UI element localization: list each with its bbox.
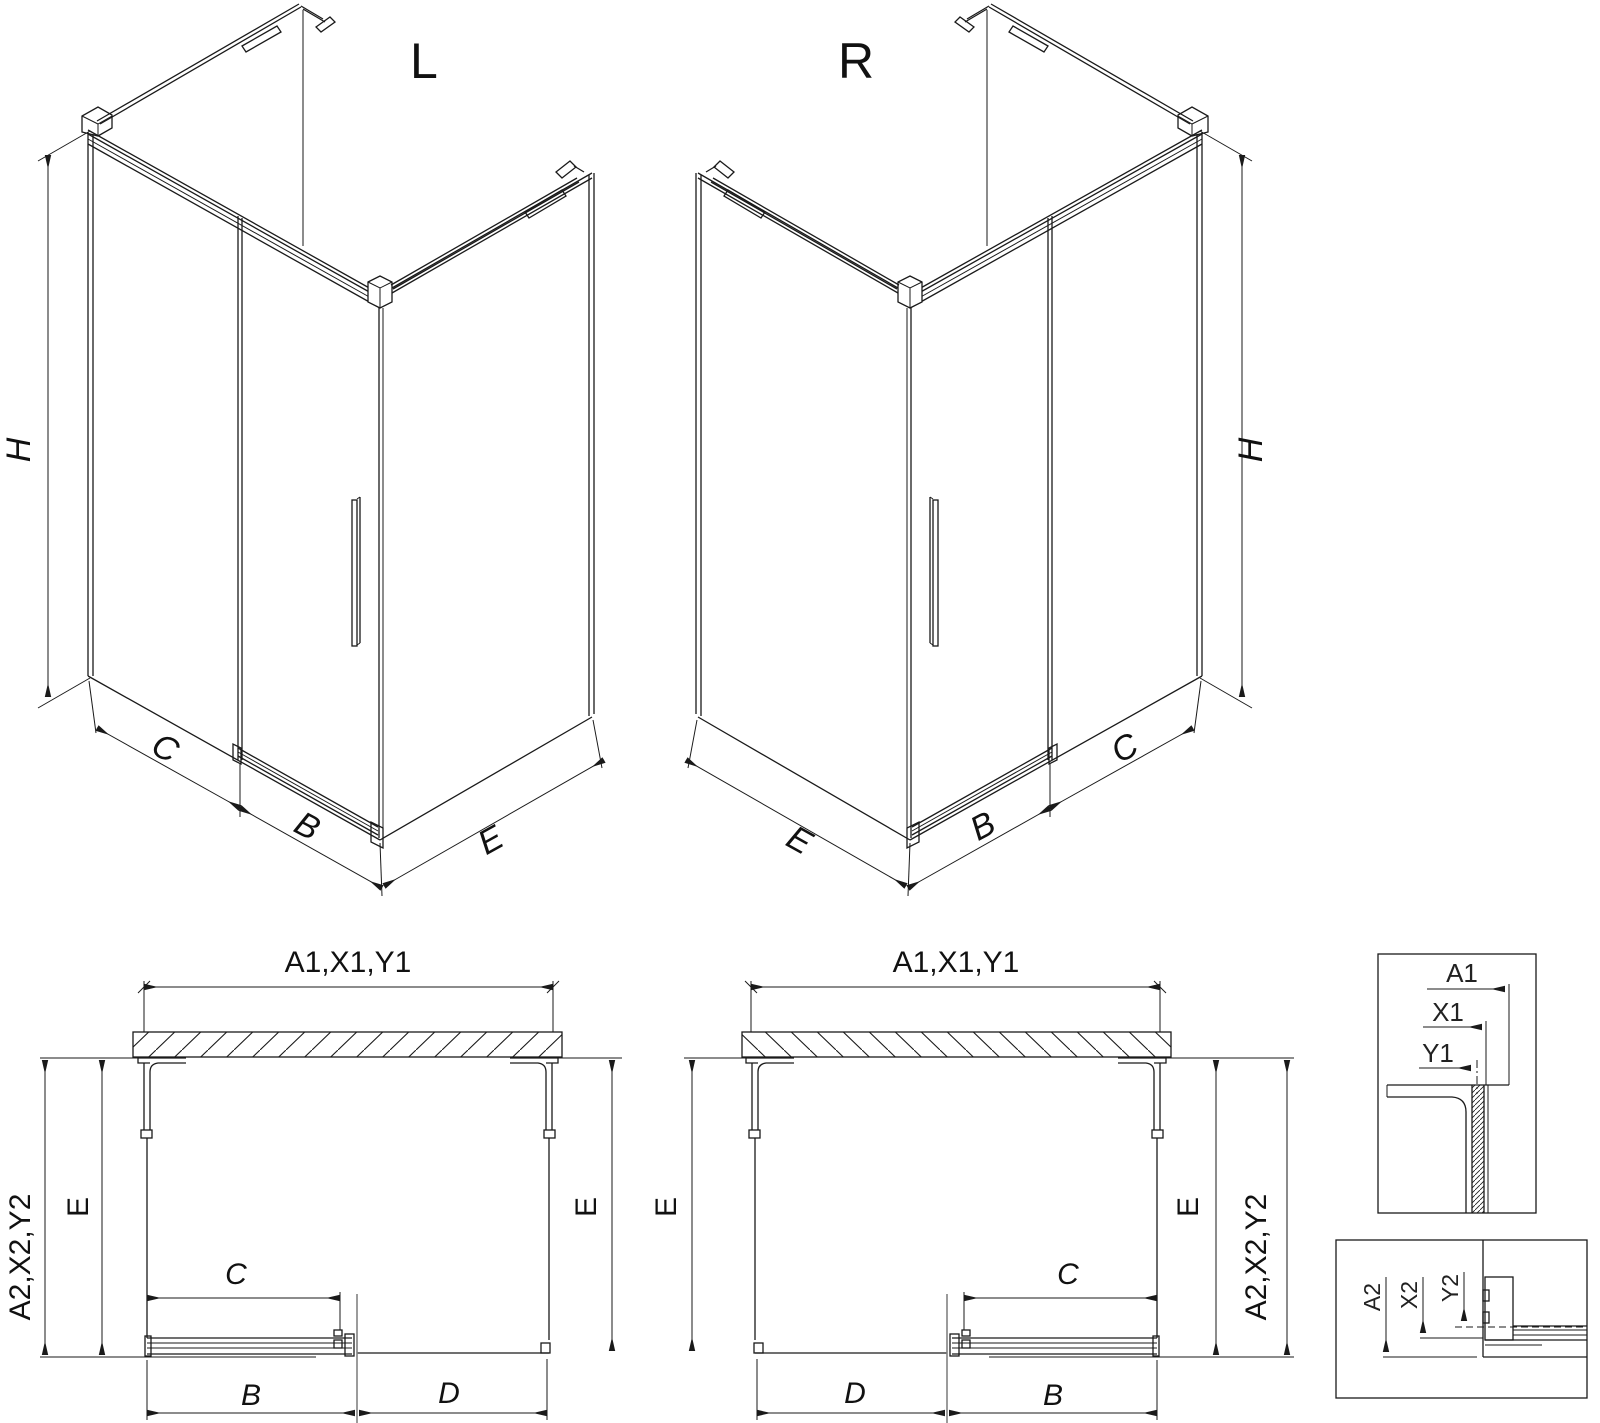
detail-bottom-dim-a2: A2 [1359,1282,1385,1312]
iso-view-right-variant [686,4,1270,896]
detail-box-bottom-rail [1336,1240,1587,1398]
plan-right-dim-passage: D [844,1377,866,1410]
plan-right-dim-depth-left: E [650,1196,683,1218]
iso-left-dim-height: H [0,437,38,463]
iso-left-dim-side: E [471,818,510,863]
variant-left-title: L [410,33,438,89]
iso-left-dim-fixed: C [145,725,185,771]
iso-right-dim-side: E [780,818,819,863]
detail-bottom-dim-y2: Y2 [1437,1273,1463,1303]
plan-left-dim-depth-right: E [570,1196,603,1218]
plan-left-dim-opening: C [225,1258,247,1291]
iso-right-dim-height: H [1232,437,1270,463]
plan-right-dim-door: B [1042,1379,1064,1412]
detail-top-dim-y1: Y1 [1422,1038,1454,1068]
variant-right-title: R [838,33,875,89]
iso-right-dim-door: B [963,804,1002,849]
plan-left-dim-passage: D [438,1377,460,1410]
plan-view-right-variant [650,946,1294,1423]
detail-top-dim-a1: A1 [1446,958,1478,988]
detail-top-dim-x1: X1 [1432,997,1464,1027]
plan-right-dim-opening: C [1057,1258,1079,1291]
detail-bottom-dim-x2: X2 [1396,1280,1422,1310]
plan-right-dim-depth-right: E [1172,1196,1205,1218]
iso-view-left-variant [0,4,604,896]
iso-left-dim-door: B [288,804,327,849]
plan-right-dim-outer: A2,X2,Y2 [1240,1193,1273,1321]
plan-left-dim-door: B [240,1379,262,1412]
plan-left-dim-depth-left: E [62,1196,95,1218]
detail-box-wall-profile [1378,954,1536,1213]
plan-view-left-variant [4,946,622,1423]
plan-left-dim-top: A1,X1,Y1 [284,946,412,979]
iso-right-dim-fixed: C [1105,725,1145,771]
plan-left-dim-outer: A2,X2,Y2 [4,1193,37,1321]
plan-right-dim-top: A1,X1,Y1 [892,946,1020,979]
